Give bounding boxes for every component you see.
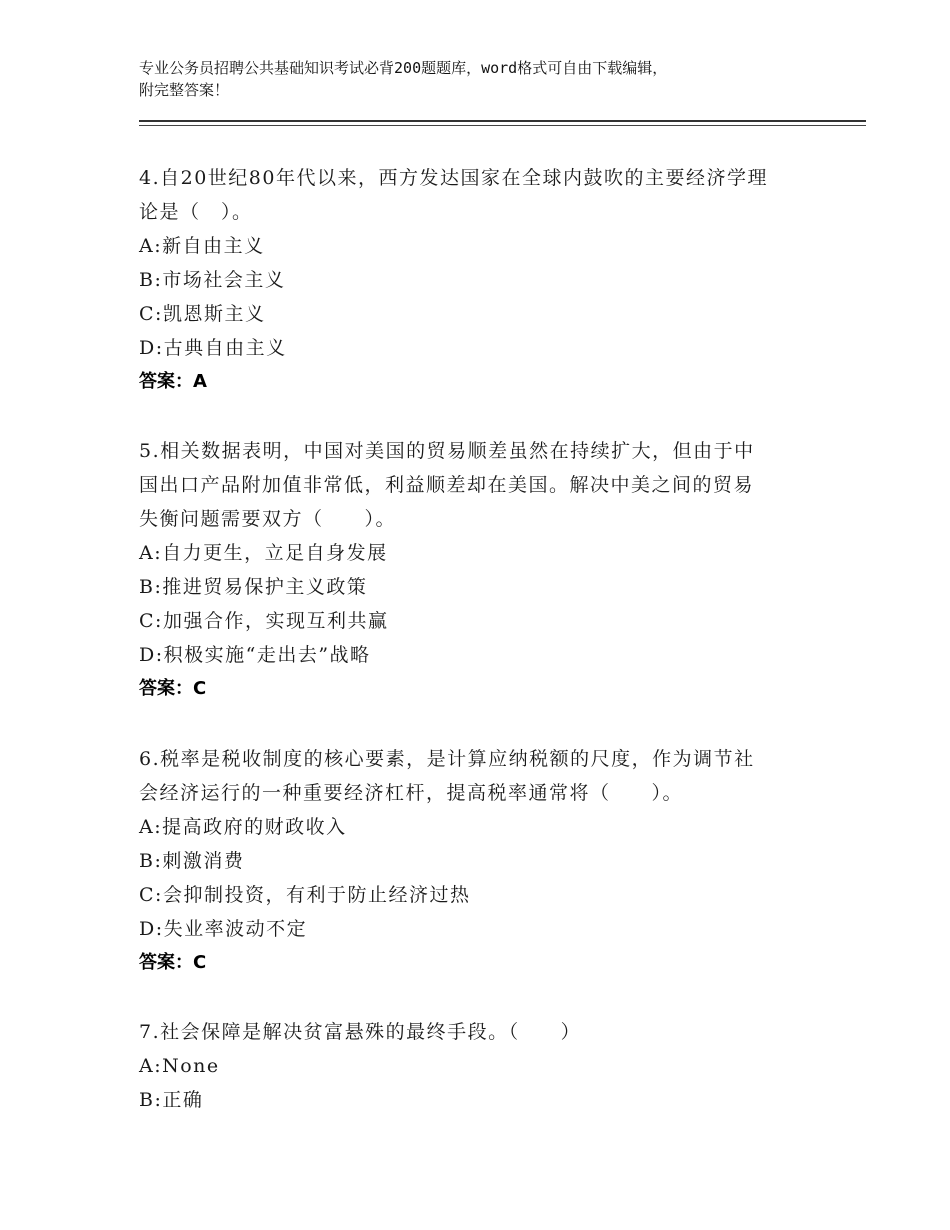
answer-label: 答案：A <box>139 371 207 392</box>
header-line-2: 附完整答案！ <box>139 81 230 99</box>
option-b: B:正确 <box>139 1089 204 1111</box>
question-text-line: 5.相关数据表明，中国对美国的贸易顺差虽然在持续扩大，但由于中 <box>139 440 755 462</box>
header-divider-thick <box>139 120 866 122</box>
header-divider-thin <box>139 125 866 126</box>
question-text-line: 论是（ ）。 <box>139 201 253 223</box>
option-c: C:凯恩斯主义 <box>139 303 266 325</box>
question-7 <box>139 1015 829 1117</box>
header-line-1: 专业公务员招聘公共基础知识考试必背200题题库，word格式可自由下载编辑， <box>139 59 668 77</box>
question-text-line: 7.社会保障是解决贫富悬殊的最终手段。（ ） <box>139 1021 582 1043</box>
question-text-line: 4.自20世纪80年代以来，西方发达国家在全球内鼓吹的主要经济学理 <box>139 167 768 189</box>
question-6 <box>139 742 829 980</box>
question-text-line: 失衡问题需要双方（ ）。 <box>139 508 397 530</box>
option-b: B:推进贸易保护主义政策 <box>139 576 368 598</box>
question-5 <box>139 434 829 706</box>
option-b: B:刺激消费 <box>139 850 245 872</box>
option-d: D:积极实施“走出去”战略 <box>139 644 371 666</box>
option-c: C:加强合作，实现互利共赢 <box>139 610 389 632</box>
option-a: A:提高政府的财政收入 <box>139 816 347 838</box>
question-text <box>139 1015 829 1049</box>
answer-label: 答案：C <box>139 678 207 699</box>
document-header <box>139 57 839 101</box>
option-c: C:会抑制投资，有利于防止经济过热 <box>139 884 471 906</box>
answer-label: 答案：C <box>139 952 207 973</box>
option-a: A:None <box>139 1055 220 1077</box>
option-a: A:自力更生，立足自身发展 <box>139 542 388 564</box>
option-d: D:古典自由主义 <box>139 337 287 359</box>
option-b: B:市场社会主义 <box>139 269 286 291</box>
question-text <box>139 161 829 229</box>
option-d: D:失业率波动不定 <box>139 918 308 940</box>
question-text <box>139 434 829 536</box>
question-text-line: 国出口产品附加值非常低，利益顺差却在美国。解决中美之间的贸易 <box>139 474 755 496</box>
question-text-line: 6.税率是税收制度的核心要素，是计算应纳税额的尺度，作为调节社 <box>139 748 755 770</box>
question-text <box>139 742 829 810</box>
question-text-line: 会经济运行的一种重要经济杠杆，提高税率通常将（ ）。 <box>139 782 684 804</box>
option-a: A:新自由主义 <box>139 235 265 257</box>
question-4 <box>139 161 829 399</box>
